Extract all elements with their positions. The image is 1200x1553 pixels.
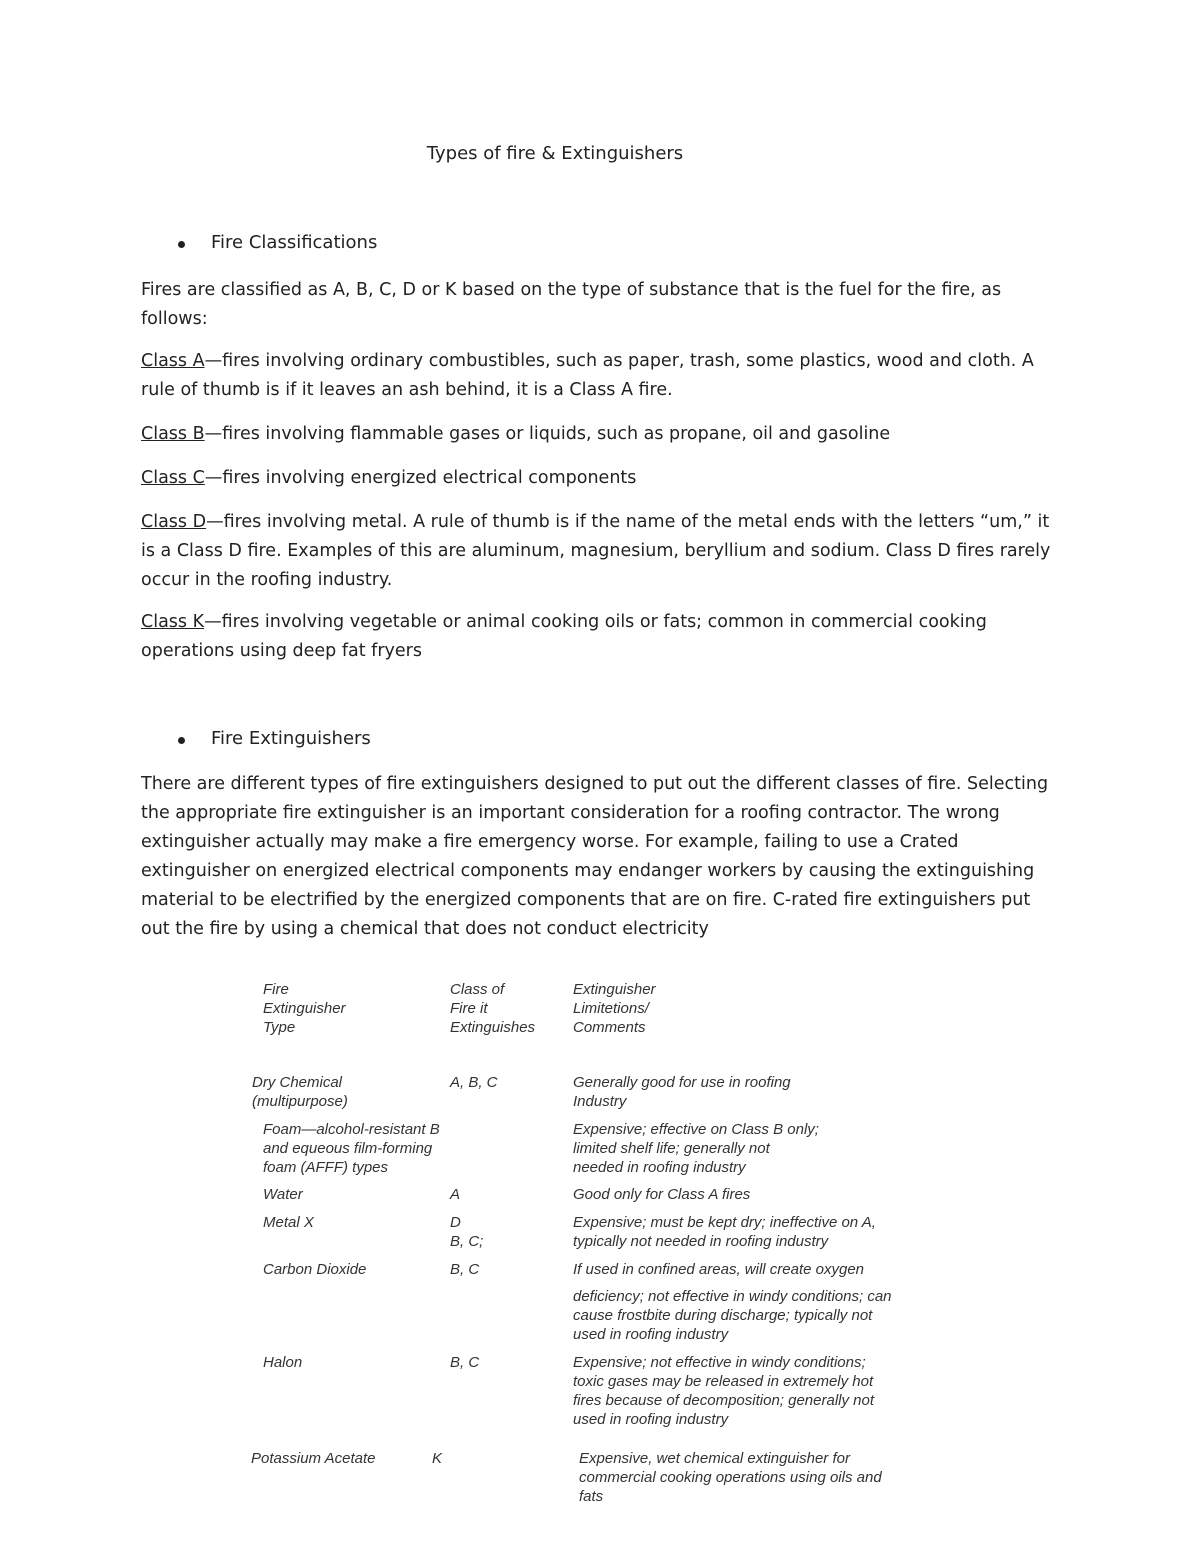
table-cell-class: K bbox=[432, 1450, 443, 1467]
class-c-label: Class C bbox=[141, 468, 205, 488]
table-header-class: Class of Fire it Extinguishes bbox=[450, 981, 536, 1036]
table-cell-class: D B, C; bbox=[450, 1214, 484, 1250]
class-d-label: Class D bbox=[141, 512, 207, 532]
table-cell-type: Potassium Acetate bbox=[251, 1450, 376, 1467]
table-cell-type: Carbon Dioxide bbox=[263, 1261, 367, 1278]
extinguishers-body: There are different types of fire extinguishers designed to put out the different classes of fire. Selecting the appropriate fire extinguisher is an important consideration for a roofing contractor. The wrong extinguisher actually may make a fire emergency worse. For example, failing to use a Crated extinguisher on energized electrical components may endanger workers by causing the extinguishing material to be electrified by the energized components that are on fire. C-rated fire extinguishers put out the fire by using a chemical that does not conduct electricity bbox=[141, 774, 1049, 939]
classification-intro: Fires are classified as A, B, C, D or K based on the type of substance that is the fuel for the fire, as follows: bbox=[141, 280, 1002, 329]
section-heading-text: Fire Classifications bbox=[211, 232, 378, 253]
document-title: Types of fire & Extinguishers bbox=[426, 143, 684, 164]
table-cell-class: A, B, C bbox=[450, 1074, 498, 1091]
class-k-text: —fires involving vegetable or animal cooking oils or fats; common in commercial cooking operations using deep fat fryers bbox=[141, 612, 987, 661]
class-b-text: —fires involving flammable gases or liquids, such as propane, oil and gasoline bbox=[204, 424, 891, 444]
table-cell-type: Metal X bbox=[263, 1214, 314, 1231]
table-header-type: Fire Extinguisher Type bbox=[263, 981, 346, 1036]
table-cell-class: B, C bbox=[450, 1261, 480, 1278]
class-a-label: Class A bbox=[141, 351, 205, 371]
table-cell-comments: If used in confined areas, will create oxygen bbox=[573, 1261, 864, 1278]
class-k-label: Class K bbox=[141, 612, 205, 632]
class-d-text: —fires involving metal. A rule of thumb is if the name of the metal ends with the letters “um,” it is a Class D fire. Examples of this are aluminum, magnesium, beryllium and sodium. Class D fires rarely occur in the roofing industry. bbox=[141, 512, 1051, 590]
table-cell-comments: Expensive; must be kept dry; ineffective on A, typically not needed in roofing industry bbox=[573, 1214, 876, 1250]
table-cell-class: A bbox=[450, 1186, 461, 1203]
table-cell-comments: Expensive; effective on Class B only; limited shelf life; generally not needed in roofing industry bbox=[573, 1121, 819, 1176]
table-header-comments: Extinguisher Limitetions/ Comments bbox=[573, 981, 656, 1036]
section-heading-text: Fire Extinguishers bbox=[211, 728, 371, 749]
table-cell-type: Halon bbox=[263, 1354, 303, 1371]
table-cell-type: Water bbox=[263, 1186, 303, 1203]
table-cell-type: Dry Chemical (multipurpose) bbox=[252, 1074, 348, 1110]
table-cell-comments: deficiency; not effective in windy conditions; can cause frostbite during discharge; typically not used in roofing industry bbox=[573, 1288, 892, 1343]
table-cell-comments: Expensive; not effective in windy conditions; toxic gases may be released in extremely hot fires because of decomposition; generally not used in roofing industry bbox=[573, 1354, 875, 1428]
table-cell-comments: Good only for Class A fires bbox=[573, 1186, 751, 1203]
class-c-text: —fires involving energized electrical components bbox=[204, 468, 637, 488]
table-cell-comments: Expensive, wet chemical extinguisher for commercial cooking operations using oils and fats bbox=[579, 1450, 882, 1505]
table-cell-type: Foam—alcohol-resistant B and equeous film-forming foam (AFFF) types bbox=[263, 1121, 440, 1176]
class-b-label: Class B bbox=[141, 424, 205, 444]
table-cell-comments: Generally good for use in roofing Industry bbox=[573, 1074, 791, 1110]
class-a-text: —fires involving ordinary combustibles, such as paper, trash, some plastics, wood and cloth. A rule of thumb is if it leaves an ash behind, it is a Class A fire. bbox=[141, 351, 1034, 400]
table-cell-class: B, C bbox=[450, 1354, 480, 1371]
